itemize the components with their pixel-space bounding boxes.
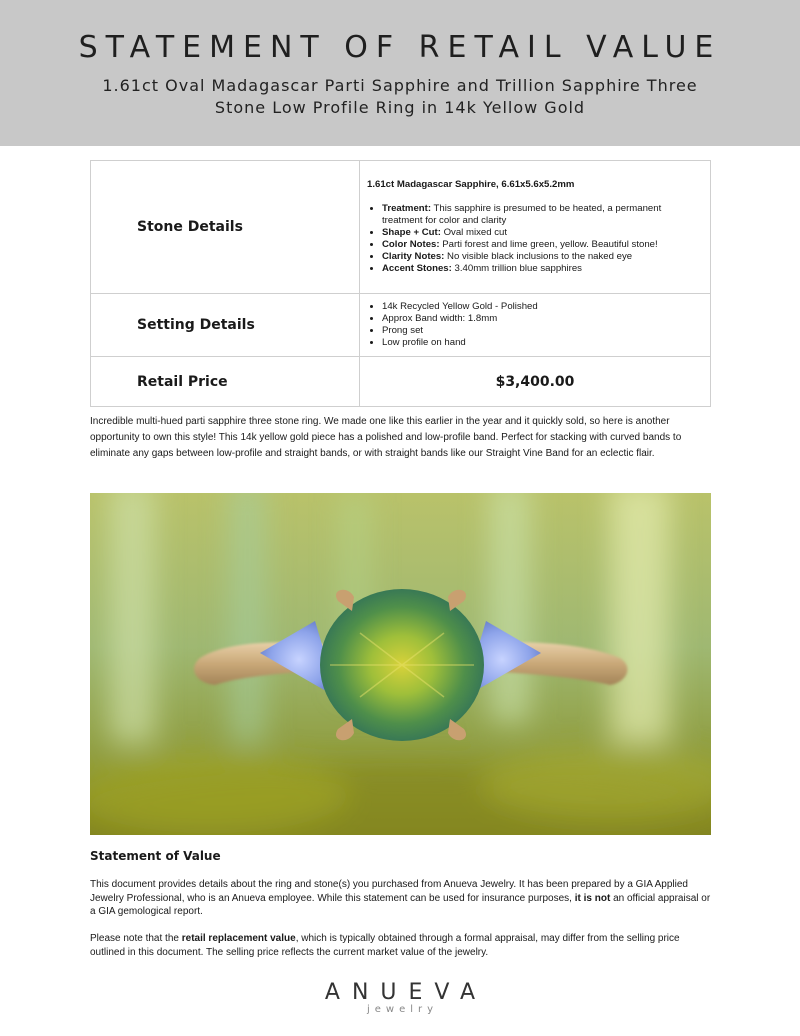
list-item: • 14k Recycled Yellow Gold - Polished xyxy=(382,301,702,313)
stone-details-content xyxy=(360,161,711,294)
stone-details-row xyxy=(91,161,711,294)
product-description: Incredible multi-hued parti sapphire three stone ring. We made one like this earlier in the year and it quickly sold, so here is another opportunity to own this style! This 14k yellow gold piece has a polished and low-profile band. Perfect for stacking with curved bands to eliminate any gaps between low-profile and straight bands, or with straight bands like our Straight Vine Band for an eclectic flair. xyxy=(90,416,682,459)
list-item: • Color Notes: Parti forest and lime green, yellow. Beautiful stone! xyxy=(382,239,702,251)
retail-price-label: Retail Price xyxy=(91,357,360,407)
statement-paragraph-2: Please note that the retail replacement value, which is typically obtained through a formal appraisal, may differ from the selling price outlined in this document. The selling price reflects the current market value of the jewelry. xyxy=(90,933,680,958)
list-item: • Low profile on hand xyxy=(382,337,702,349)
center-stone xyxy=(320,589,484,741)
list-item: • Approx Band width: 1.8mm xyxy=(382,313,702,325)
list-item: • Clarity Notes: No visible black inclusions to the naked eye xyxy=(382,251,702,263)
retail-price-value: $3,400.00 xyxy=(360,357,711,407)
stone-details-label: Stone Details xyxy=(91,161,360,294)
brand-logo: ANUEVA xyxy=(324,980,488,1005)
list-item: • Accent Stones: 3.40mm trillion blue sapphires xyxy=(382,263,702,275)
header-banner xyxy=(0,0,800,146)
setting-details-row xyxy=(91,294,711,357)
setting-details-label: Setting Details xyxy=(91,294,360,357)
list-item: • Shape + Cut: Oval mixed cut xyxy=(382,227,702,239)
statement-heading: Statement of Value xyxy=(90,849,221,863)
brand-logo-subtitle: jewelry xyxy=(366,1004,439,1015)
statement-paragraph-1: This document provides details about the ring and stone(s) you purchased from Anueva Jewelry. It has been prepared by a GIA Applied Jewelry Professional, who is an Anueva employee. While this statement can be used for insurance purposes, it is not an official appraisal or a GIA gemological report. xyxy=(90,879,711,917)
details-table xyxy=(90,160,711,407)
setting-details-list xyxy=(367,301,702,349)
stone-details-list xyxy=(367,203,702,275)
stone-title: 1.61ct Madagascar Sapphire, 6.61x5.6x5.2mm xyxy=(367,179,575,190)
setting-details-content xyxy=(360,294,711,357)
retail-price-row xyxy=(91,357,711,407)
page-subtitle: 1.61ct Oval Madagascar Parti Sapphire and Trillion Sapphire Three Stone Low Profile Ring in 14k Yellow Gold xyxy=(102,76,698,117)
page-title: STATEMENT OF RETAIL VALUE xyxy=(78,30,722,65)
list-item: • Treatment: This sapphire is presumed to be heated, a permanent treatment for color and clarity xyxy=(382,203,702,227)
list-item: • Prong set xyxy=(382,325,702,337)
ring-photo xyxy=(90,493,711,835)
